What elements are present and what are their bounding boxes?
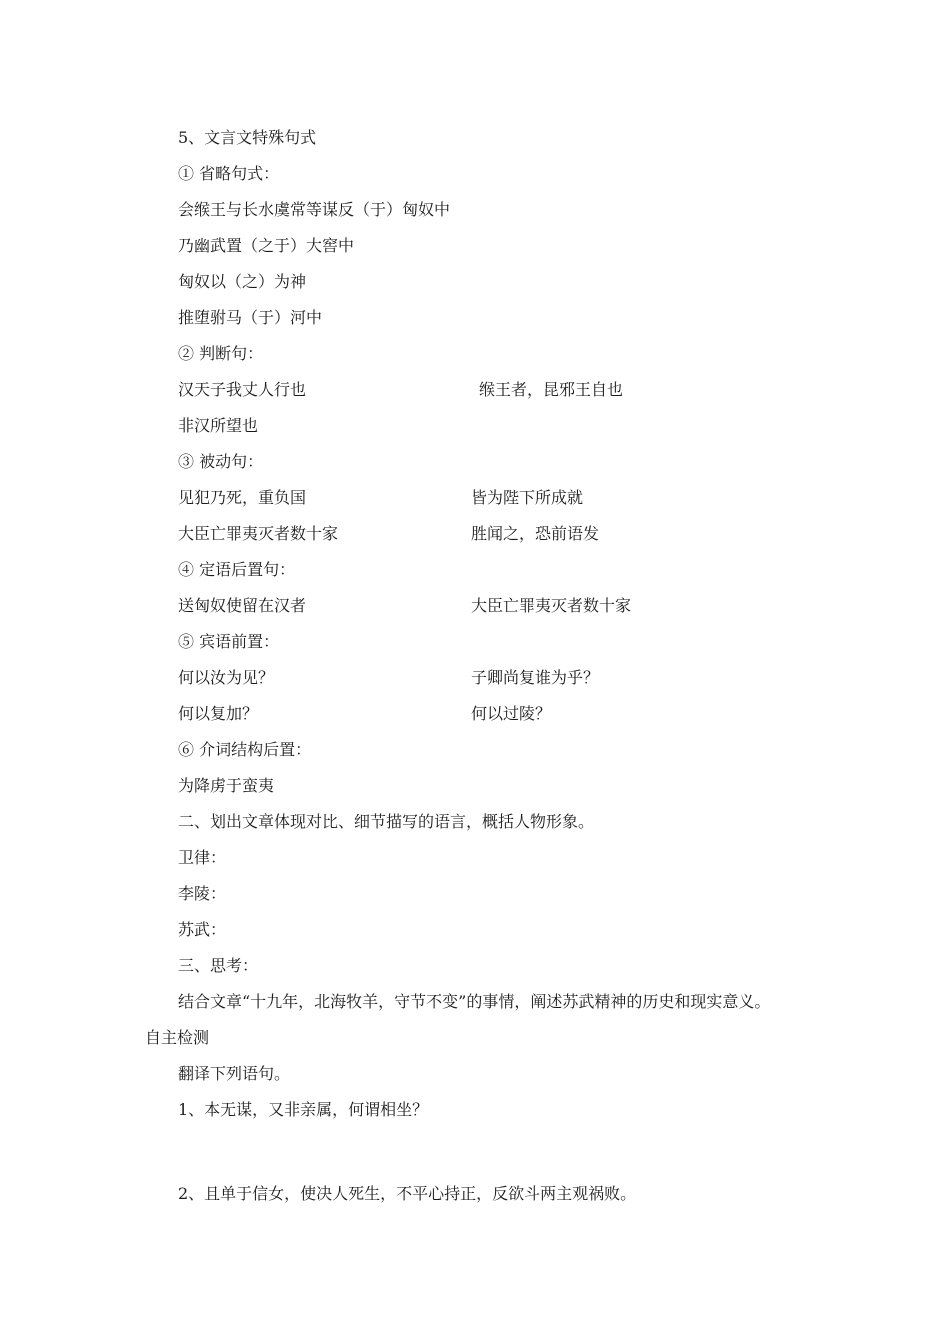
ellipsis-example: 匈奴以（之）为神 [178,272,307,291]
judgment-example: 缑王者，昆邪王自也 [479,380,624,399]
judgment-example: 汉天子我丈人行也 [178,380,307,399]
ellipsis-example: 会缑王与长水虞常等谋反（于）匈奴中 [178,200,451,219]
attributive-example: 大臣亡罪夷灭者数十家 [471,596,632,615]
judgment-label: ② 判断句： [178,344,264,363]
part3-question: 结合文章“十九年，北海牧羊，守节不变”的事情，阐述苏武精神的历史和现实意义。 [178,992,771,1011]
character-wei-lv: 卫律： [178,848,227,867]
self-test-item: 1、本无谋，又非亲属，何谓相坐？ [178,1100,429,1119]
passive-example: 见犯乃死，重负国 [178,488,307,507]
self-test-heading: 自主检测 [145,1028,210,1047]
character-li-ling: 李陵： [178,884,227,903]
passive-label: ③ 被动句： [178,452,264,471]
ellipsis-example: 乃幽武置（之于）大窖中 [178,236,355,255]
object-preposing-example: 何以过陵？ [471,704,552,723]
self-test-item: 2、且单于信女，使决人死生，不平心持正，反欲斗两主观祸败。 [178,1184,637,1203]
prepositional-label: ⑥ 介词结构后置： [178,740,312,759]
character-su-wu: 苏武： [178,920,227,939]
attributive-example: 送匈奴使留在汉者 [178,596,307,615]
section5-heading: 5、文言文特殊句式 [178,128,317,147]
object-preposing-label: ⑤ 宾语前置： [178,632,280,651]
object-preposing-example: 何以汝为见？ [178,668,275,687]
passive-example: 胜闻之，恐前语发 [471,524,600,543]
passive-example: 大臣亡罪夷灭者数十家 [178,524,339,543]
attributive-label: ④ 定语后置句： [178,560,296,579]
judgment-example: 非汉所望也 [178,416,259,435]
self-test-instruction: 翻译下列语句。 [178,1064,291,1083]
part3-heading: 三、思考： [178,956,259,975]
prepositional-example: 为降虏于蛮夷 [178,776,275,795]
ellipsis-example: 推堕驸马（于）河中 [178,308,323,327]
object-preposing-example: 何以复加？ [178,704,259,723]
passive-example: 皆为陛下所成就 [471,488,584,507]
object-preposing-example: 子卿尚复谁为乎？ [471,668,600,687]
part2-heading: 二、划出文章体现对比、细节描写的语言，概括人物形象。 [178,812,595,831]
ellipsis-label: ① 省略句式： [178,164,280,183]
